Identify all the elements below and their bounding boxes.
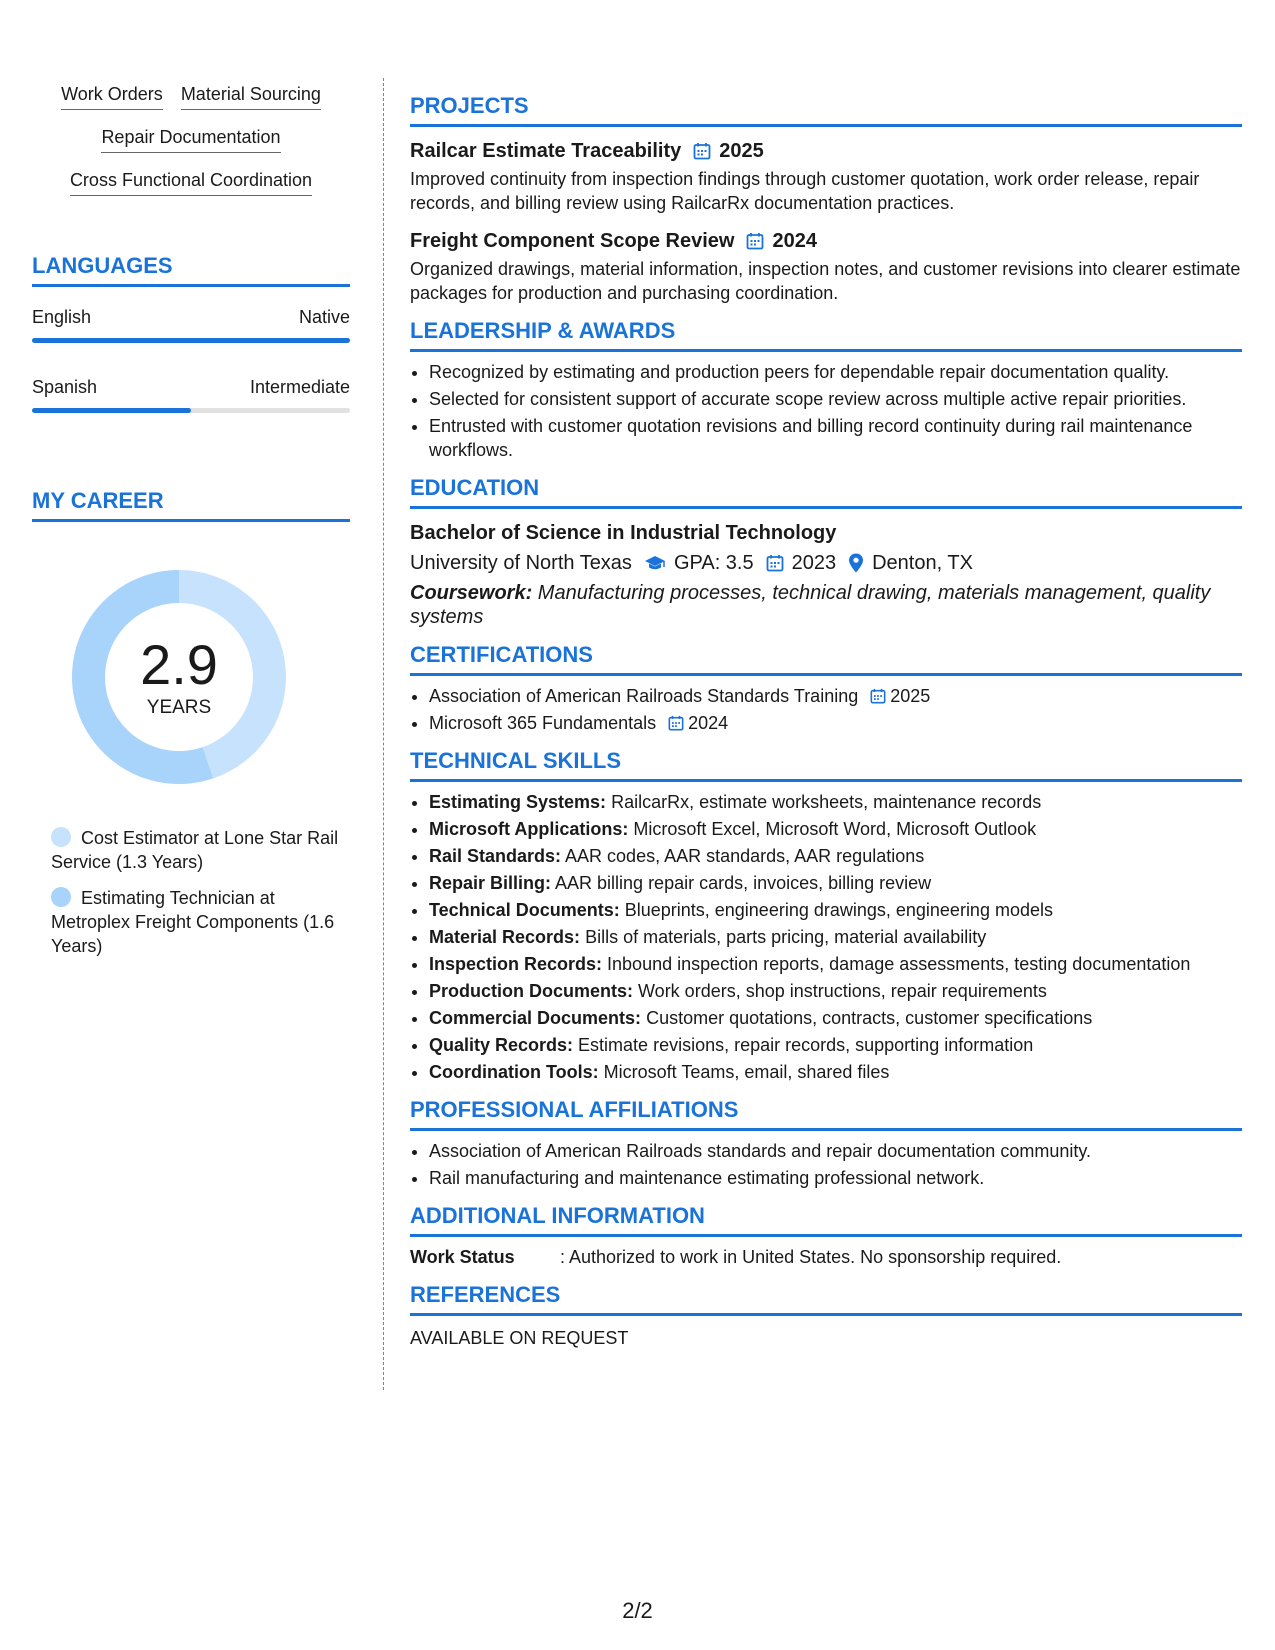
calendar-icon (746, 232, 764, 250)
skill-value: Inbound inspection reports, damage assessments, testing documentation (602, 954, 1191, 974)
project-year: 2024 (772, 230, 817, 252)
list-item (429, 952, 1242, 976)
certifications-heading: CERTIFICATIONS (410, 641, 1242, 676)
language-level-fill (32, 408, 191, 413)
project-year: 2025 (719, 140, 764, 162)
graduation-year: 2023 (791, 552, 837, 574)
skill-label: Material Records: (429, 927, 581, 947)
certification-year: 2024 (688, 713, 729, 733)
skill-tag: Material Sourcing (181, 82, 321, 110)
coursework-label: Coursework: (410, 582, 533, 604)
list-item (429, 1060, 1242, 1084)
coursework-text: Manufacturing processes, technical drawing, materials management, quality systems (410, 582, 1211, 628)
legend-dot (51, 887, 71, 907)
work-status-row (410, 1245, 1242, 1269)
list-item (429, 979, 1242, 1003)
language-english (32, 305, 350, 343)
language-name: Spanish (32, 377, 98, 397)
work-status-label: Work Status (410, 1247, 515, 1267)
location-pin-icon (848, 553, 864, 573)
career-legend-item (51, 886, 350, 958)
project-description: Improved continuity from inspection findings through customer quotation, work order release, repair records, and billing review using RailcarRx documentation practices. (410, 169, 1200, 213)
location: Denton, TX (872, 552, 973, 574)
legend-label: Estimating Technician at Metroplex Freight Components (1.6 Years) (51, 888, 335, 956)
coursework (410, 581, 1242, 629)
skill-label: Microsoft Applications: (429, 819, 629, 839)
career-unit: YEARS (146, 697, 212, 718)
list-item (429, 1006, 1242, 1030)
legend-label: Cost Estimator at Lone Star Rail Service (1.3 Years) (51, 828, 339, 872)
skills-list (410, 790, 1242, 1084)
list-item: • Rail manufacturing and maintenance estimating professional network. (429, 1166, 1242, 1190)
list-item (429, 790, 1242, 814)
skill-value: AAR billing repair cards, invoices, billing review (551, 873, 932, 893)
language-level: Intermediate (249, 377, 350, 397)
list-item (429, 925, 1242, 949)
project-item (410, 227, 1242, 305)
list-item: • Entrusted with customer quotation revisions and billing record continuity during rail maintenance workflows. (429, 414, 1242, 462)
certification-year: 2025 (890, 686, 931, 706)
list-item (429, 711, 1242, 735)
graduation-cap-icon (644, 553, 666, 573)
list-item (429, 684, 1242, 708)
skill-value: Bills of materials, parts pricing, material availability (580, 927, 987, 947)
list-item (429, 871, 1242, 895)
certification-name: • Microsoft 365 Fundamentals (429, 713, 657, 733)
list-item (429, 844, 1242, 868)
additional-info-heading: ADDITIONAL INFORMATION (410, 1202, 1242, 1237)
skill-tag: Cross Functional Coordination (70, 168, 312, 196)
skill-value: Microsoft Excel, Microsoft Word, Microsoft Outlook (628, 819, 1037, 839)
project-item (410, 137, 1242, 215)
skill-label: Repair Billing: (429, 873, 552, 893)
career-total-years: 2.9 (140, 633, 218, 696)
work-status-value: : Authorized to work in United States. No sponsorship required. (560, 1247, 1062, 1267)
list-item: • Recognized by estimating and production peers for dependable repair documentation quality. (429, 360, 1242, 384)
skill-label: Coordination Tools: (429, 1062, 599, 1082)
project-name: Freight Component Scope Review (410, 230, 735, 252)
skill-value: Blueprints, engineering drawings, engineering models (619, 900, 1053, 920)
skill-label: Production Documents: (429, 981, 634, 1001)
skill-value: Estimate revisions, repair records, supporting information (573, 1035, 1034, 1055)
education-heading: EDUCATION (410, 474, 1242, 509)
language-level-fill (32, 338, 350, 343)
career-heading: MY CAREER (32, 487, 350, 522)
list-item (429, 898, 1242, 922)
skill-label: Estimating Systems: (429, 792, 607, 812)
certifications-list (410, 684, 1242, 735)
school-name: University of North Texas (410, 552, 632, 574)
language-spanish (32, 375, 350, 413)
skill-label: Rail Standards: (429, 846, 562, 866)
career-legend (32, 826, 350, 958)
list-item: • Association of American Railroads standards and repair documentation community. (429, 1139, 1242, 1163)
skill-label: Quality Records: (429, 1035, 574, 1055)
skill-value: Customer quotations, contracts, customer specifications (641, 1008, 1093, 1028)
references-text: AVAILABLE ON REQUEST (410, 1328, 629, 1348)
calendar-icon (693, 142, 711, 160)
column-divider (383, 78, 384, 1390)
skill-tag: Repair Documentation (101, 125, 280, 153)
degree: Bachelor of Science in Industrial Technology (410, 522, 837, 544)
skill-value: Microsoft Teams, email, shared files (598, 1062, 890, 1082)
education-details (410, 549, 1242, 577)
certification-name: • Association of American Railroads Standards Training (429, 686, 859, 706)
project-description: Organized drawings, material information, inspection notes, and customer revisions into clearer estimate packages for production and purchasing coordination. (410, 259, 1241, 303)
career-donut (66, 564, 292, 790)
calendar-icon (870, 688, 886, 704)
languages-heading: LANGUAGES (32, 252, 350, 287)
skill-label: Technical Documents: (429, 900, 620, 920)
skill-label: Commercial Documents: (429, 1008, 642, 1028)
calendar-icon (766, 554, 784, 572)
language-name: English (32, 307, 92, 327)
skill-value: AAR codes, AAR standards, AAR regulations (561, 846, 925, 866)
main-content (410, 92, 1242, 1350)
skill-value: RailcarRx, estimate worksheets, maintenance records (606, 792, 1042, 812)
affiliations-list (410, 1139, 1242, 1190)
skill-label: Inspection Records: (429, 954, 603, 974)
language-level-bar (32, 408, 350, 413)
career-legend-item (51, 826, 350, 874)
projects-heading: PROJECTS (410, 92, 1242, 127)
legend-dot (51, 827, 71, 847)
leadership-list (410, 360, 1242, 462)
gpa: GPA: 3.5 (673, 552, 754, 574)
list-item (429, 1033, 1242, 1057)
language-level: Native (298, 307, 350, 327)
calendar-icon (668, 715, 684, 731)
skills-heading: TECHNICAL SKILLS (410, 747, 1242, 782)
project-name: Railcar Estimate Traceability (410, 140, 682, 162)
skill-tags (32, 82, 350, 196)
list-item (429, 817, 1242, 841)
page-number: 2/2 (622, 1598, 653, 1623)
list-item: • Selected for consistent support of accurate scope review across multiple active repair priorities. (429, 387, 1242, 411)
leadership-heading: LEADERSHIP & AWARDS (410, 317, 1242, 352)
sidebar (32, 82, 350, 970)
affiliations-heading: PROFESSIONAL AFFILIATIONS (410, 1096, 1242, 1131)
language-level-bar (32, 338, 350, 343)
skill-tag: Work Orders (61, 82, 163, 110)
references-heading: REFERENCES (410, 1281, 1242, 1316)
skill-value: Work orders, shop instructions, repair requirements (633, 981, 1047, 1001)
